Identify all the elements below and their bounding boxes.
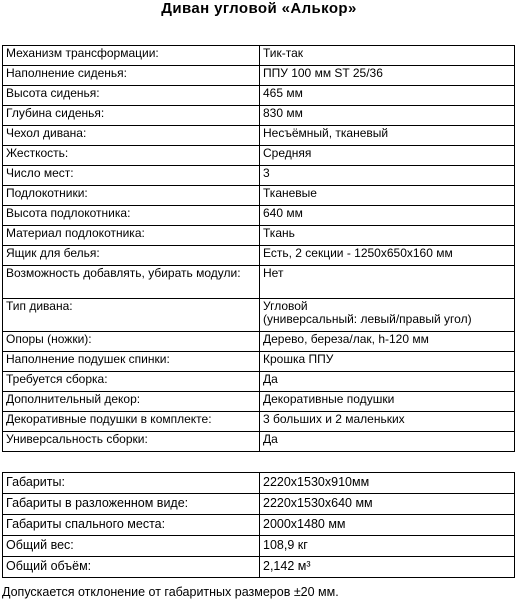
spec-row xyxy=(3,106,515,126)
spec-row xyxy=(3,266,515,299)
row-value-text: 830 мм xyxy=(263,106,303,120)
row-label: Дополнительный декор: xyxy=(3,392,260,412)
specs-table xyxy=(2,45,515,452)
row-value-text: Ткань xyxy=(263,226,295,240)
spec-row xyxy=(3,246,515,266)
spec-row xyxy=(3,126,515,146)
row-value-text: Нет xyxy=(263,266,284,280)
spec-row xyxy=(3,86,515,106)
spec-row xyxy=(3,332,515,352)
row-label: Опоры (ножки): xyxy=(3,332,260,352)
row-label: Требуется сборка: xyxy=(3,372,260,392)
spec-row xyxy=(3,372,515,392)
dimension-row xyxy=(3,494,515,515)
row-value-text: Тик-так xyxy=(263,46,304,60)
dimension-row xyxy=(3,557,515,578)
row-value xyxy=(260,332,515,352)
page-title: Диван угловой «Алькор» xyxy=(161,0,357,17)
row-value xyxy=(260,536,515,557)
row-value xyxy=(260,432,515,452)
row-label: Наполнение сиденья: xyxy=(3,66,260,86)
row-label: Габариты: xyxy=(3,473,260,494)
row-value xyxy=(260,146,515,166)
row-value-text: ППУ 100 мм ST 25/36 xyxy=(263,66,383,80)
row-value xyxy=(260,206,515,226)
spec-row xyxy=(3,206,515,226)
row-value xyxy=(260,66,515,86)
row-label: Общий объём: xyxy=(3,557,260,578)
row-label: Габариты спального места: xyxy=(3,515,260,536)
row-label: Механизм трансформации: xyxy=(3,46,260,66)
spec-row xyxy=(3,392,515,412)
row-value xyxy=(260,392,515,412)
row-value xyxy=(260,557,515,578)
row-value-text: 3 xyxy=(263,166,270,180)
row-value xyxy=(260,126,515,146)
row-value-text: 108,9 кг xyxy=(263,538,308,552)
row-label: Габариты в разложенном виде: xyxy=(3,494,260,515)
row-label: Число мест: xyxy=(3,166,260,186)
row-value xyxy=(260,299,515,332)
row-label: Декоративные подушки в комплекте: xyxy=(3,412,260,432)
dimensions-table xyxy=(2,472,515,578)
dimension-row xyxy=(3,515,515,536)
row-value xyxy=(260,186,515,206)
row-value-text: 2000х1480 мм xyxy=(263,517,346,531)
row-label: Высота сиденья: xyxy=(3,86,260,106)
spec-row xyxy=(3,412,515,432)
row-label: Жесткость: xyxy=(3,146,260,166)
spec-row xyxy=(3,226,515,246)
dimension-row xyxy=(3,473,515,494)
row-value-text: Тканевые xyxy=(263,186,317,200)
row-value-text: Несъёмный, тканевый xyxy=(263,126,389,140)
spec-row xyxy=(3,186,515,206)
row-label: Подлокотники: xyxy=(3,186,260,206)
row-value-text: 3 больших и 2 маленьких xyxy=(263,412,405,426)
row-value xyxy=(260,246,515,266)
row-label: Ящик для белья: xyxy=(3,246,260,266)
row-label: Чехол дивана: xyxy=(3,126,260,146)
row-value-text: 2220х1530х640 мм xyxy=(263,496,373,510)
row-value-text: Есть, 2 секции - 1250х650х160 мм xyxy=(263,246,453,260)
spec-row xyxy=(3,352,515,372)
row-value-text: 2220х1530х910мм xyxy=(263,475,370,489)
row-value xyxy=(260,515,515,536)
row-value-text: 640 мм xyxy=(263,206,303,220)
row-value-text: Декоративные подушки xyxy=(263,392,395,406)
spec-row xyxy=(3,66,515,86)
dimension-row xyxy=(3,536,515,557)
row-value-text: 2,142 м³ xyxy=(263,559,311,573)
row-value xyxy=(260,266,515,299)
row-value xyxy=(260,86,515,106)
spec-row xyxy=(3,299,515,332)
row-value-text: Да xyxy=(263,372,278,386)
row-value xyxy=(260,494,515,515)
row-value-text: Крошка ППУ xyxy=(263,352,334,366)
row-value-text: 465 мм xyxy=(263,86,303,100)
row-label: Универсальность сборки: xyxy=(3,432,260,452)
row-value xyxy=(260,226,515,246)
row-value-text: Дерево, береза/лак, h-120 мм xyxy=(263,332,429,346)
row-value-text: Угловой xyxy=(263,299,308,313)
spec-row xyxy=(3,432,515,452)
row-label: Тип дивана: xyxy=(3,299,260,332)
tolerance-note: Допускается отклонение от габаритных размеров ±20 мм. xyxy=(2,585,339,599)
row-value xyxy=(260,372,515,392)
spec-row xyxy=(3,166,515,186)
row-label: Материал подлокотника: xyxy=(3,226,260,246)
row-value xyxy=(260,106,515,126)
row-label: Общий вес: xyxy=(3,536,260,557)
row-label: Высота подлокотника: xyxy=(3,206,260,226)
spec-row xyxy=(3,46,515,66)
row-value-text: Средняя xyxy=(263,146,312,160)
row-value-text-secondary: (универсальный: левый/правый угол) xyxy=(263,312,472,326)
row-label: Глубина сиденья: xyxy=(3,106,260,126)
spec-row xyxy=(3,146,515,166)
row-value xyxy=(260,166,515,186)
row-value xyxy=(260,473,515,494)
row-value xyxy=(260,352,515,372)
row-label: Наполнение подушек спинки: xyxy=(3,352,260,372)
row-label: Возможность добавлять, убирать модули: xyxy=(3,266,260,299)
row-value xyxy=(260,412,515,432)
row-value-text: Да xyxy=(263,432,278,446)
row-value xyxy=(260,46,515,66)
